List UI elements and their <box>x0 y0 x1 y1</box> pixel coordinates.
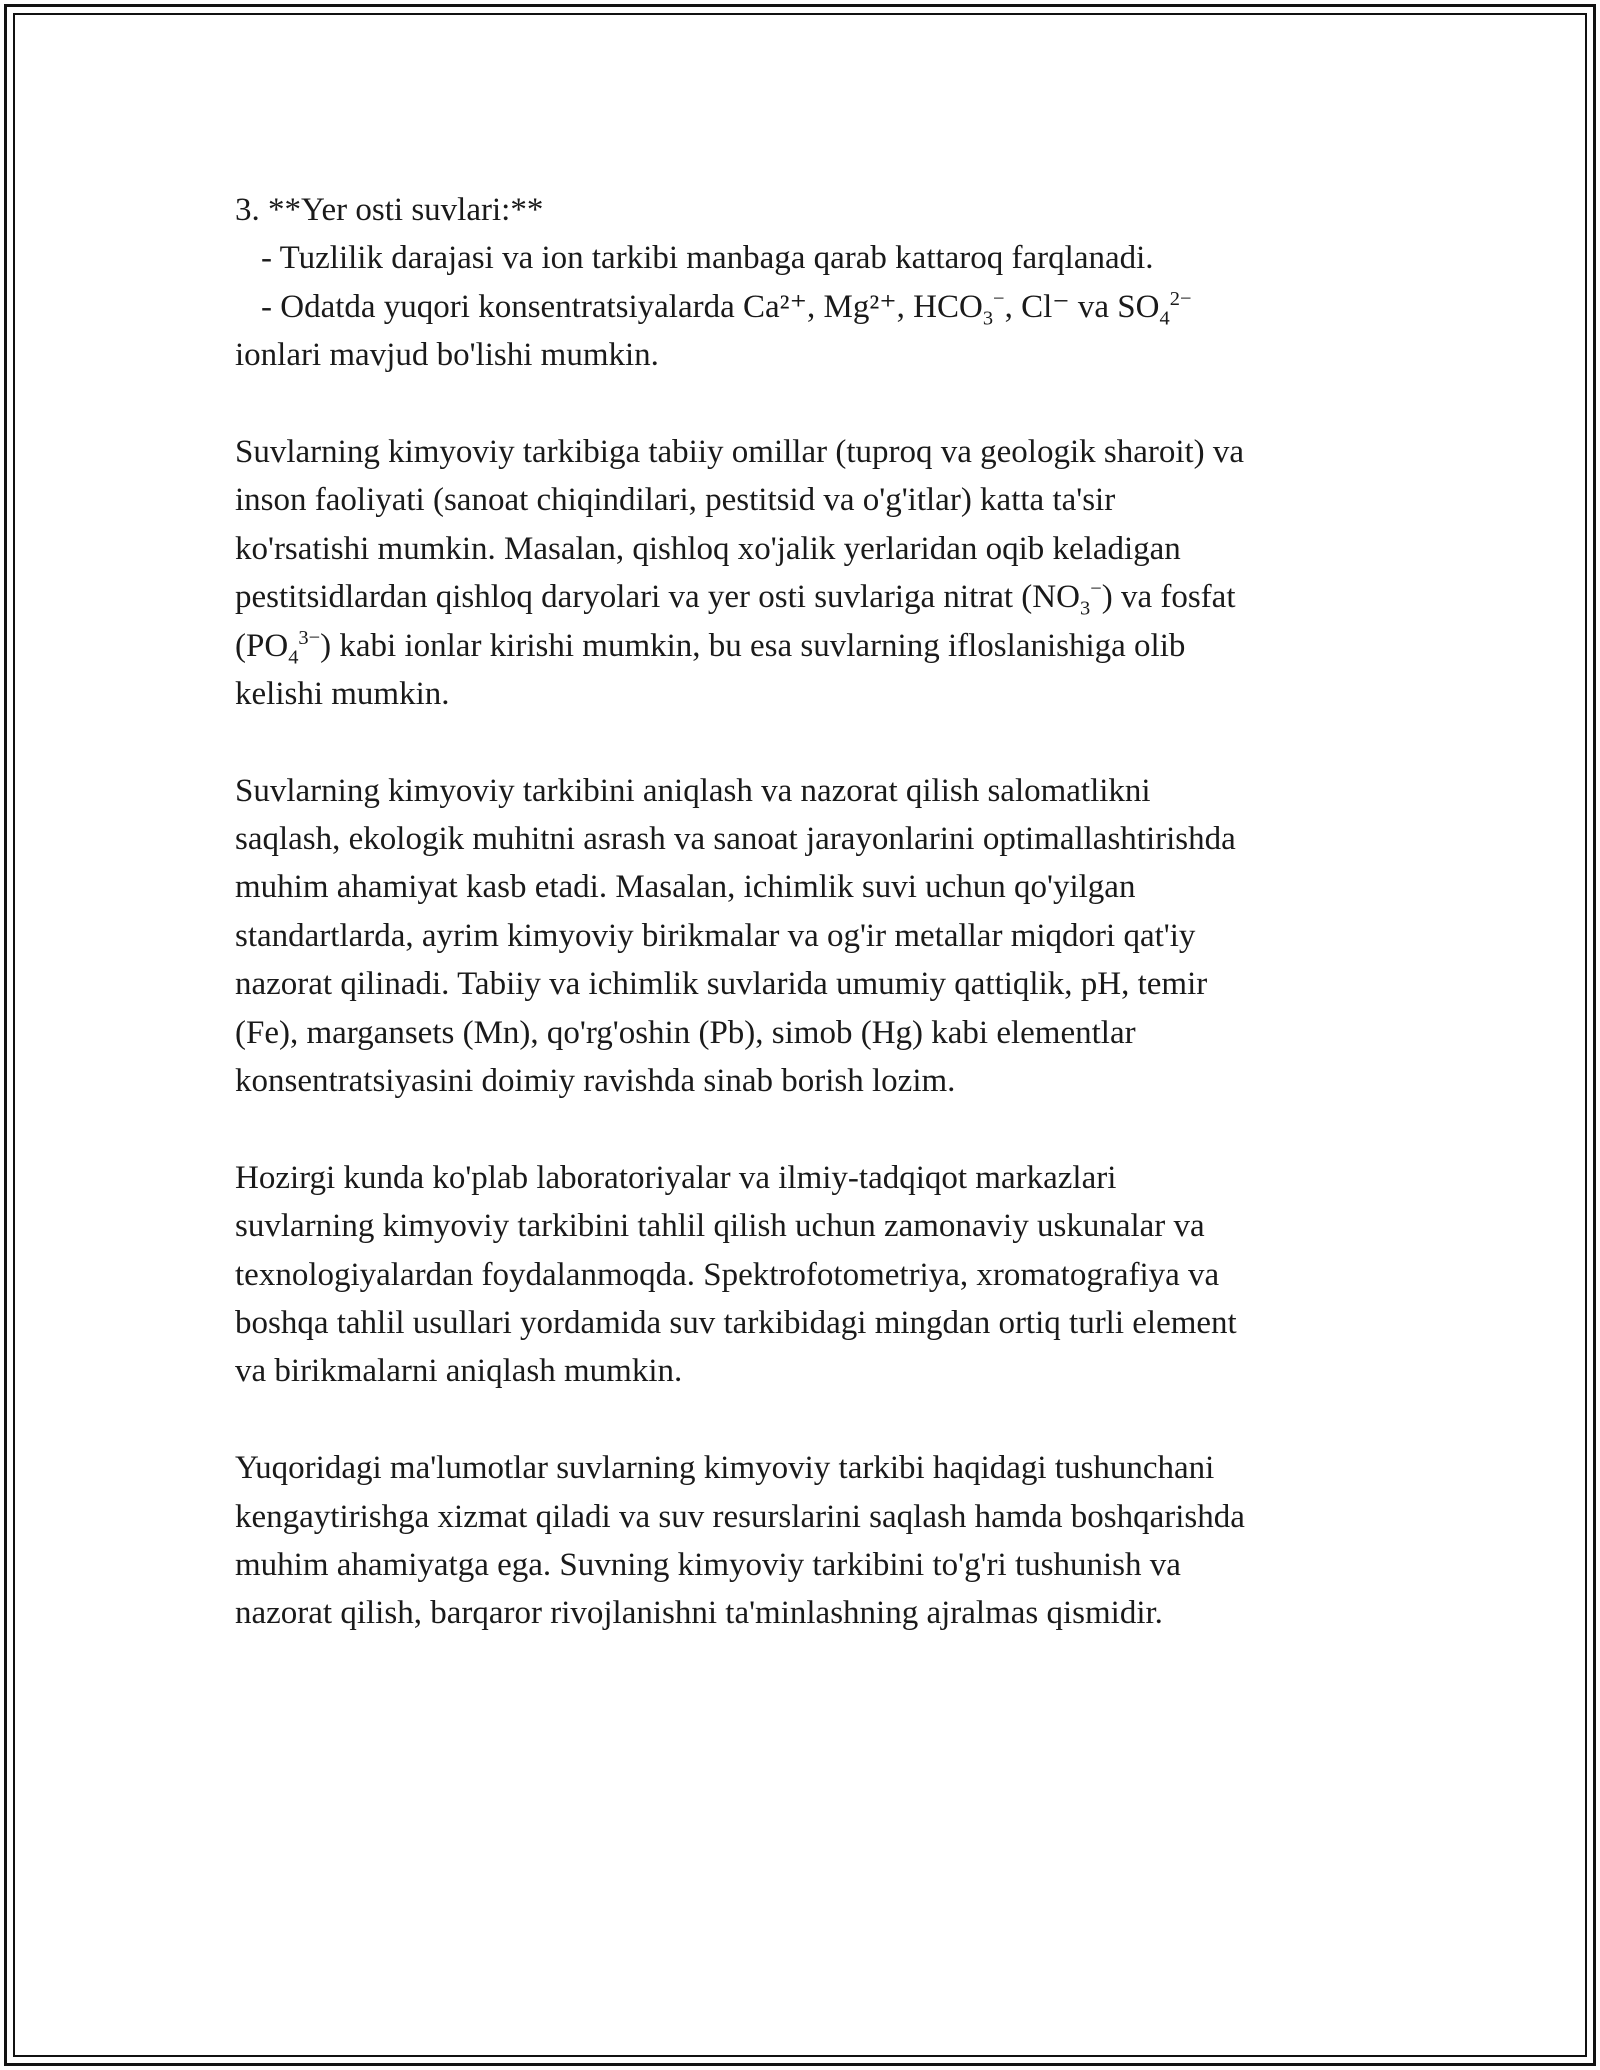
paragraph-gap <box>235 718 1365 766</box>
paragraph-conclusion <box>235 1444 1365 1638</box>
paragraph-line: ko'rsatishi mumkin. Masalan, qishloq xo'jalik yerlaridan oqib keladigan <box>235 530 1181 567</box>
paragraph-line: Suvlarning kimyoviy tarkibini aniqlash va nazorat qilish salomatlikni <box>235 772 1151 809</box>
paragraph-line: konsentratsiyasini doimiy ravishda sinab borish lozim. <box>235 1063 956 1100</box>
section-heading: 3. **Yer osti suvlari:** <box>235 192 544 228</box>
paragraph-line: Yuqoridagi ma'lumotlar suvlarning kimyoviy tarkibi haqidagi tushunchani <box>235 1450 1215 1487</box>
paragraph-laboratories <box>235 1154 1365 1396</box>
subscript: 3 <box>982 307 994 330</box>
superscript: 3− <box>298 626 321 649</box>
paragraph-gap <box>235 380 1365 428</box>
paragraph-line: standartlarda, ayrim kimyoviy birikmalar va og'ir metallar miqdori qat'iy <box>235 917 1196 954</box>
nitrate-suffix: ) va fosfat <box>1101 579 1236 616</box>
subscript: 4 <box>1159 307 1170 330</box>
paragraph-line: kengaytirishga xizmat qiladi va suv resurslarini saqlash hamda boshqarishda <box>235 1498 1245 1535</box>
phosphate-prefix: (PO <box>235 627 289 664</box>
paragraph-line: Hozirgi kunda ko'plab laboratoriyalar va ilmiy-tadqiqot markazlari <box>235 1159 1117 1196</box>
paragraph-factors <box>235 428 1365 718</box>
paragraph-line: kelishi mumkin. <box>235 675 450 712</box>
subscript: 4 <box>288 646 299 669</box>
nitrate-prefix: pestitsidlardan qishloq daryolari va yer osti suvlariga nitrat (NO <box>235 579 1080 616</box>
paragraph-line: nazorat qilinadi. Tabiiy va ichimlik suvlarida umumiy qattiqlik, pH, temir <box>235 966 1208 1003</box>
paragraph-monitoring <box>235 767 1365 1106</box>
section-groundwater <box>235 186 1365 380</box>
bullet-ions-prefix: - Odatda yuqori konsentratsiyalarda Ca²⁺, Mg²⁺, HCO <box>261 288 983 325</box>
document-body <box>235 186 1365 1638</box>
paragraph-line: nazorat qilish, barqaror rivojlanishni ta'minlashning ajralmas qismidir. <box>235 1595 1163 1632</box>
paragraph-line: inson faoliyati (sanoat chiqindilari, pestitsid va o'g'itlar) katta ta'sir <box>235 482 1116 519</box>
paragraph-line: (Fe), margansets (Mn), qo'rg'oshin (Pb), simob (Hg) kabi elementlar <box>235 1014 1136 1051</box>
bullet-ions-continuation: ionlari mavjud bo'lishi mumkin. <box>235 337 659 374</box>
paragraph-gap <box>235 1105 1365 1153</box>
superscript: − <box>993 287 1005 310</box>
bullet-salinity: - Tuzlilik darajasi va ion tarkibi manbaga qarab kattaroq farqlanadi. <box>261 240 1154 277</box>
subscript: 3 <box>1079 597 1091 620</box>
paragraph-line: Suvlarning kimyoviy tarkibiga tabiiy omillar (tuproq va geologik sharoit) va <box>235 433 1245 470</box>
paragraph-line: muhim ahamiyat kasb etadi. Masalan, ichimlik suvi uchun qo'yilgan <box>235 869 1136 906</box>
paragraph-line: va birikmalarni aniqlash mumkin. <box>235 1353 683 1390</box>
paragraph-line: saqlash, ekologik muhitni asrash va sanoat jarayonlarini optimallashtirishda <box>235 821 1236 858</box>
bullet-ions-middle: , Cl⁻ va SO <box>1004 288 1160 325</box>
paragraph-gap <box>235 1396 1365 1444</box>
superscript: 2− <box>1169 287 1192 310</box>
paragraph-line: boshqa tahlil usullari yordamida suv tarkibidagi mingdan ortiq turli element <box>235 1304 1237 1341</box>
paragraph-line: muhim ahamiyatga ega. Suvning kimyoviy tarkibini to'g'ri tushunish va <box>235 1546 1181 1583</box>
paragraph-line <box>235 573 1365 621</box>
paragraph-line <box>235 622 1365 670</box>
paragraph-line: suvlarning kimyoviy tarkibini tahlil qilish uchun zamonaviy uskunalar va <box>235 1208 1205 1245</box>
superscript: − <box>1090 578 1102 601</box>
bullet-ions <box>235 283 1365 331</box>
paragraph-line: texnologiyalardan foydalanmoqda. Spektrofotometriya, xromatografiya va <box>235 1256 1220 1293</box>
phosphate-suffix: ) kabi ionlar kirishi mumkin, bu esa suvlarning ifloslanishiga olib <box>320 627 1186 664</box>
